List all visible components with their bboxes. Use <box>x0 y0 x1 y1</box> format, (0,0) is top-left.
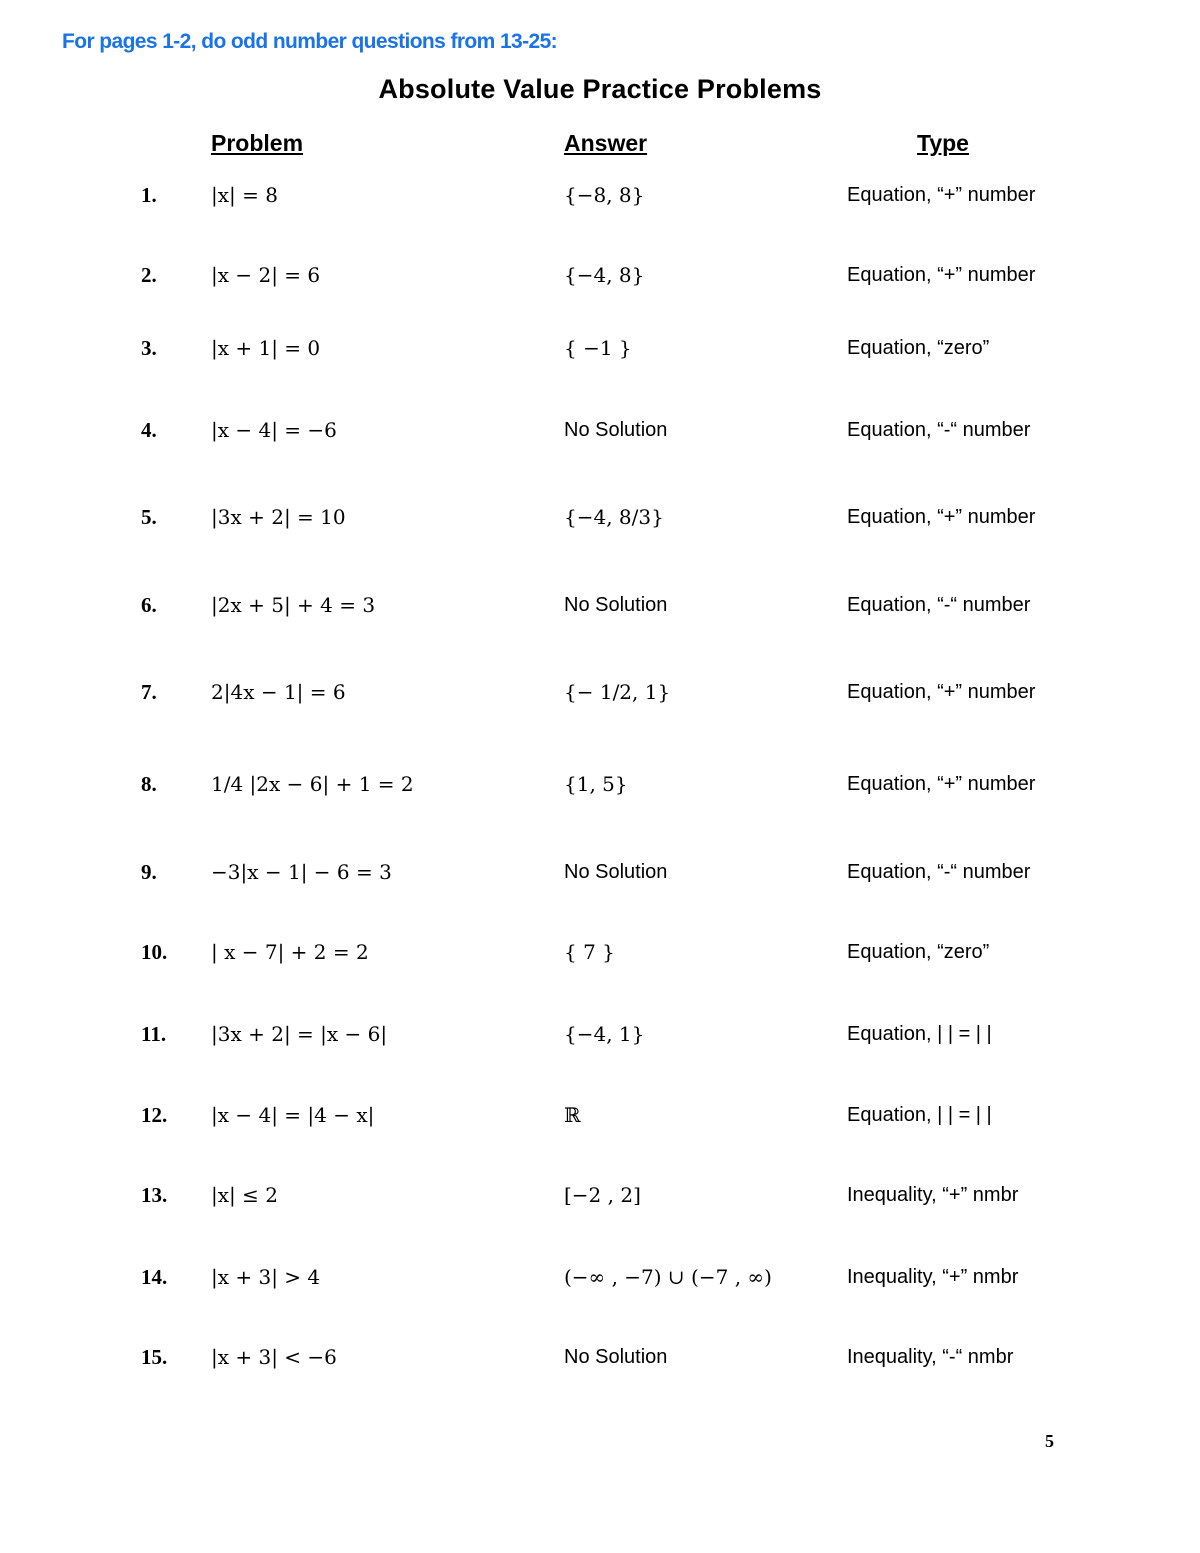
problem-type: Equation, “+” number <box>847 264 1036 286</box>
problem-expression: |x − 2| = 6 <box>211 263 321 287</box>
row-number: 7. <box>141 680 157 704</box>
problem-type: Equation, | | = | | <box>847 1023 992 1045</box>
problem-expression: |x + 1| = 0 <box>211 336 321 360</box>
problem-type: Equation, “+” number <box>847 506 1036 528</box>
problem-row <box>0 1014 1200 1054</box>
row-number: 12. <box>141 1103 168 1127</box>
problem-type: Equation, “-“ number <box>847 419 1031 441</box>
problem-expression: |x + 3| > 4 <box>211 1265 321 1289</box>
instruction-text: For pages 1-2, do odd number questions from 13-25: <box>62 30 558 53</box>
problem-row <box>0 328 1200 368</box>
problem-expression: |3x + 2| = 10 <box>211 505 346 529</box>
problem-expression: |x − 4| = |4 − x| <box>211 1103 375 1127</box>
problem-type: Equation, “zero” <box>847 337 990 359</box>
answer-value: {−8, 8} <box>564 183 645 207</box>
problem-type: Equation, “+” number <box>847 681 1036 703</box>
problem-type: Inequality, “+” nmbr <box>847 1184 1019 1206</box>
problem-type: Inequality, “-“ nmbr <box>847 1346 1014 1368</box>
problem-type: Equation, “-“ number <box>847 861 1031 883</box>
problem-type: Equation, “+” number <box>847 184 1036 206</box>
header-answer: Answer <box>564 130 648 156</box>
answer-value: {1, 5} <box>564 772 628 796</box>
problem-expression: |2x + 5| + 4 = 3 <box>211 593 376 617</box>
row-number: 13. <box>141 1183 168 1207</box>
problem-type: Equation, | | = | | <box>847 1104 992 1126</box>
problem-expression: 1/4 |2x − 6| + 1 = 2 <box>211 772 414 796</box>
problem-row <box>0 764 1200 804</box>
header-problem: Problem <box>211 130 304 156</box>
problem-row <box>0 1257 1200 1297</box>
problem-type: Equation, “zero” <box>847 941 990 963</box>
answer-value: {−4, 1} <box>564 1022 645 1046</box>
answer-value: {−4, 8/3} <box>564 505 664 529</box>
problem-expression: |x − 4| = −6 <box>211 418 337 442</box>
problem-expression: |x| ≤ 2 <box>211 1183 278 1207</box>
row-number: 14. <box>141 1265 168 1289</box>
answer-value: ℝ <box>564 1103 581 1127</box>
answer-value: { −1 } <box>564 336 632 360</box>
answer-value: {− 1/2, 1} <box>564 680 671 704</box>
problem-row <box>0 852 1200 892</box>
header-type: Type <box>917 130 969 156</box>
problem-expression: |x| = 8 <box>211 183 278 207</box>
problem-expression: −3|x − 1| − 6 = 3 <box>211 860 392 884</box>
problem-row <box>0 932 1200 972</box>
page-title: Absolute Value Practice Problems <box>378 74 822 104</box>
row-number: 8. <box>141 772 157 796</box>
answer-value: {−4, 8} <box>564 263 645 287</box>
answer-value: No Solution <box>564 1346 668 1368</box>
problem-expression: |x + 3| < −6 <box>211 1345 337 1369</box>
problem-row <box>0 1175 1200 1215</box>
answer-value: No Solution <box>564 861 668 883</box>
row-number: 10. <box>141 940 168 964</box>
page-number: 5 <box>1045 1431 1054 1451</box>
row-number: 5. <box>141 505 157 529</box>
problem-row <box>0 175 1200 215</box>
row-number: 3. <box>141 336 157 360</box>
problem-row <box>0 497 1200 537</box>
row-number: 4. <box>141 418 157 442</box>
problem-row <box>0 255 1200 295</box>
problem-row <box>0 410 1200 450</box>
problem-expression: 2|4x − 1| = 6 <box>211 680 346 704</box>
row-number: 2. <box>141 263 157 287</box>
problem-row <box>0 672 1200 712</box>
problem-type: Equation, “-“ number <box>847 594 1031 616</box>
row-number: 6. <box>141 593 157 617</box>
answer-value: { 7 } <box>564 940 615 964</box>
problem-row <box>0 1095 1200 1135</box>
problem-type: Equation, “+” number <box>847 773 1036 795</box>
row-number: 15. <box>141 1345 168 1369</box>
answer-value: No Solution <box>564 419 668 441</box>
answer-value: [−2 , 2] <box>564 1183 641 1207</box>
problem-row <box>0 1337 1200 1377</box>
problem-type: Inequality, “+” nmbr <box>847 1266 1019 1288</box>
row-number: 9. <box>141 860 157 884</box>
problem-expression: | x − 7| + 2 = 2 <box>211 940 369 964</box>
row-number: 1. <box>141 183 157 207</box>
answer-value: No Solution <box>564 594 668 616</box>
row-number: 11. <box>141 1022 167 1046</box>
problem-row <box>0 585 1200 625</box>
answer-value: (−∞ , −7) ∪ (−7 , ∞) <box>564 1265 772 1289</box>
problem-expression: |3x + 2| = |x − 6| <box>211 1022 388 1046</box>
